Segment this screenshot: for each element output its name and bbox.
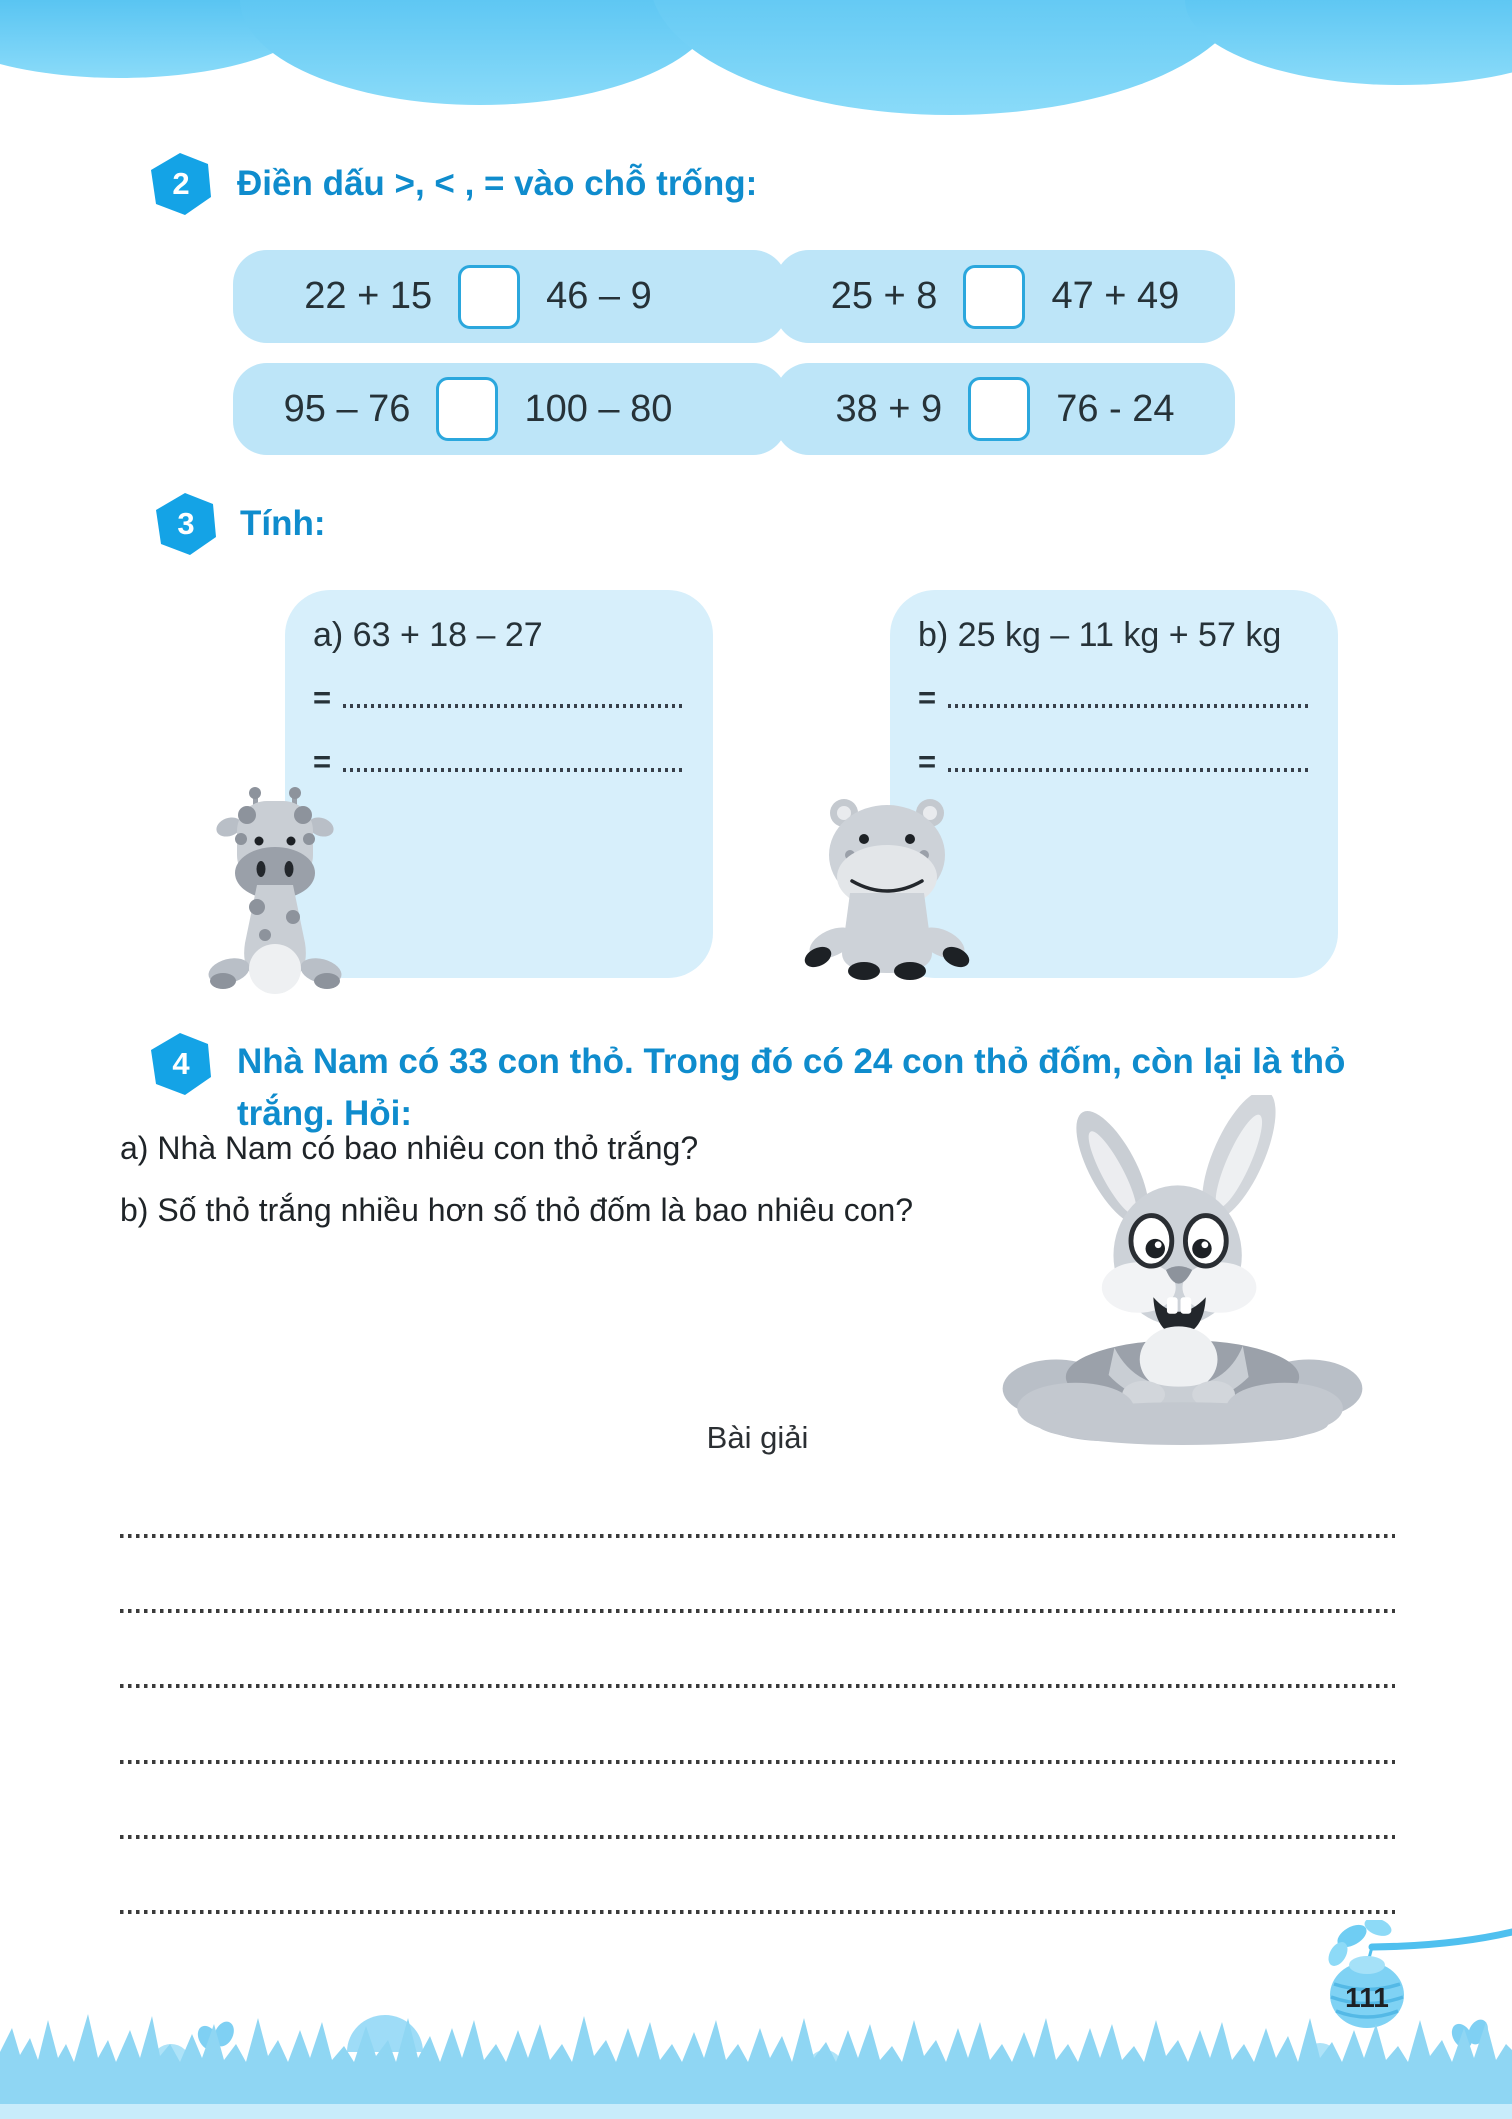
equals-row <box>918 742 1308 782</box>
rabbit-illustration <box>985 1095 1380 1445</box>
question-a: a) Nhà Nam có bao nhiêu con thỏ trắng? <box>120 1130 699 1166</box>
expression-left: 22 + 15 <box>304 275 433 317</box>
answer-dots[interactable] <box>948 768 1308 772</box>
expression-right: 46 – 9 <box>546 275 652 317</box>
answer-box[interactable] <box>436 377 498 441</box>
calc-box-a <box>285 590 713 978</box>
exercise2-badge-number: 2 <box>172 166 190 201</box>
comparison-box-3 <box>233 363 787 455</box>
comparison-box-2 <box>775 250 1235 343</box>
answer-line[interactable] <box>120 1534 1395 1538</box>
question-b: b) Số thỏ trắng nhiều hơn số thỏ đốm là bao nhiêu con? <box>120 1192 914 1228</box>
giraffe-illustration <box>205 785 345 995</box>
expression-left: 25 + 8 <box>830 275 938 317</box>
answer-line[interactable] <box>120 1910 1395 1914</box>
comparison-box-1 <box>233 250 787 343</box>
hippo-illustration <box>802 793 977 993</box>
answer-dots[interactable] <box>343 768 683 772</box>
equals-sign: = <box>918 744 937 779</box>
equals-row <box>313 742 683 782</box>
exercise4-badge <box>150 1032 212 1096</box>
exercise3-badge <box>155 492 217 556</box>
expression-left: 38 + 9 <box>835 387 943 430</box>
comparison-box-4 <box>775 363 1235 455</box>
exercise3-title: Tính: <box>240 504 326 543</box>
grass-border <box>0 2000 1512 2119</box>
expression-right: 47 + 49 <box>1051 275 1180 317</box>
exercise2-title: Điền dấu >, < , = vào chỗ trống: <box>237 164 758 203</box>
calc-label-a: a) 63 + 18 – 27 <box>313 616 543 654</box>
exercise4-title-line2: trắng. Hỏi: <box>237 1094 412 1133</box>
equals-row <box>313 678 683 718</box>
cloud-border <box>0 0 1512 125</box>
answer-line[interactable] <box>120 1609 1395 1613</box>
equals-sign: = <box>313 680 332 715</box>
expression-right: 76 - 24 <box>1056 387 1175 430</box>
exercise4-badge-number: 4 <box>172 1046 190 1081</box>
answer-line[interactable] <box>120 1760 1395 1764</box>
answer-box[interactable] <box>963 265 1025 329</box>
answer-box[interactable] <box>458 265 520 329</box>
equals-row <box>918 678 1308 718</box>
exercise3-badge-number: 3 <box>177 506 195 541</box>
solution-heading: Bài giải <box>706 1420 809 1455</box>
exercise2-badge <box>150 152 212 216</box>
page-number: 111 <box>1345 1982 1389 2013</box>
answer-dots[interactable] <box>343 704 683 708</box>
calc-label-b: b) 25 kg – 11 kg + 57 kg <box>918 616 1282 654</box>
exercise4-title-line1: Nhà Nam có 33 con thỏ. Trong đó có 24 con thỏ đốm, còn lại là thỏ <box>237 1042 1346 1081</box>
equals-sign: = <box>918 680 937 715</box>
answer-dots[interactable] <box>948 704 1308 708</box>
expression-right: 100 – 80 <box>524 387 673 430</box>
answer-line[interactable] <box>120 1835 1395 1839</box>
equals-sign: = <box>313 744 332 779</box>
answer-line[interactable] <box>120 1684 1395 1688</box>
answer-box[interactable] <box>968 377 1030 441</box>
expression-left: 95 – 76 <box>283 387 411 430</box>
